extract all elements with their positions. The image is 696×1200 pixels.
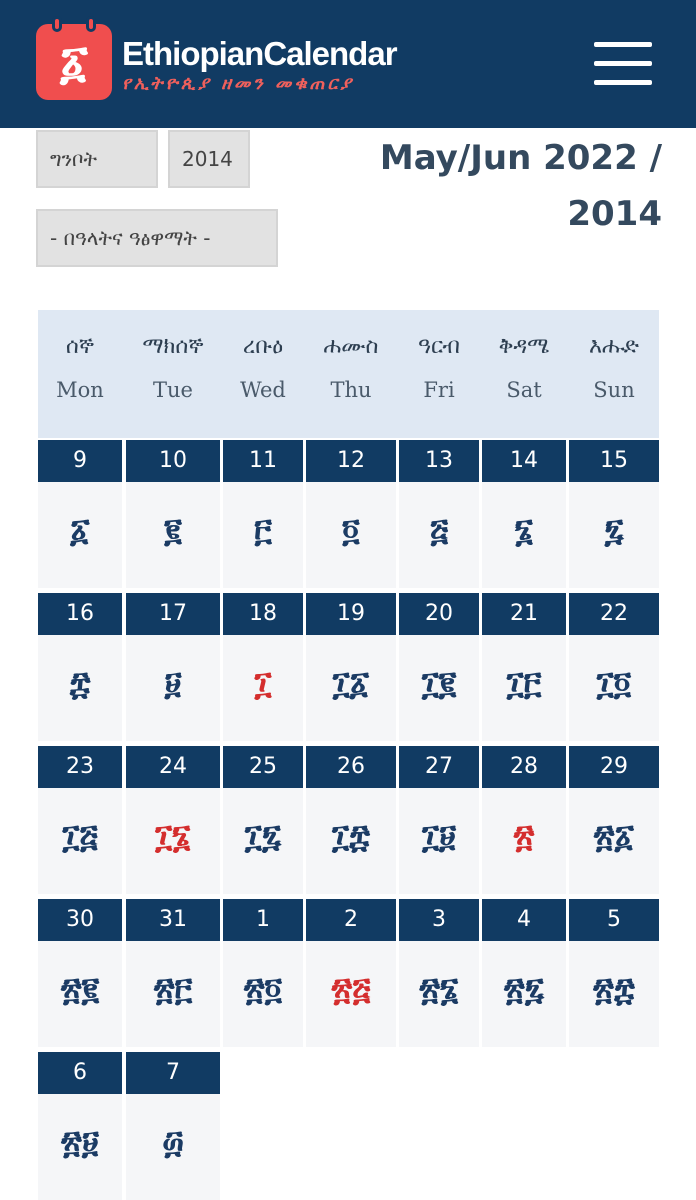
gregorian-day-number: 17 bbox=[126, 593, 220, 635]
day-cell[interactable] bbox=[306, 440, 396, 588]
gregorian-day-number: 28 bbox=[482, 746, 566, 788]
weekday-amharic-label: ሐሙስ bbox=[323, 334, 379, 359]
ethiopian-day-numeral: ፳፬ bbox=[243, 970, 283, 1008]
gregorian-day-number: 3 bbox=[399, 899, 479, 941]
weekday-sun bbox=[569, 332, 659, 406]
ethiopian-day-numeral: ፳፱ bbox=[61, 1123, 99, 1161]
weekday-english-label: Thu bbox=[330, 378, 372, 402]
ethiopian-day-numeral: ፱ bbox=[164, 664, 182, 702]
ethiopian-day-numeral: ፳፩ bbox=[593, 817, 635, 855]
weekday-tue bbox=[126, 332, 220, 406]
gregorian-day-number: 1 bbox=[223, 899, 303, 941]
day-cell[interactable] bbox=[126, 746, 220, 894]
ethiopian-day-numeral: ፲፬ bbox=[596, 664, 632, 702]
day-cell[interactable] bbox=[223, 593, 303, 741]
weekday-english-label: Sun bbox=[593, 378, 635, 402]
weekday-english-label: Wed bbox=[240, 378, 286, 402]
weekday-english-label: Mon bbox=[56, 378, 104, 402]
weekday-amharic-label: ማክሰኞ bbox=[142, 334, 204, 359]
day-cell[interactable] bbox=[482, 440, 566, 588]
ethiopian-day-numeral: ፳፯ bbox=[503, 970, 545, 1008]
gregorian-day-number: 7 bbox=[126, 1052, 220, 1094]
day-cell[interactable] bbox=[38, 899, 122, 1047]
calendar-logo-icon[interactable] bbox=[36, 24, 112, 100]
month-select[interactable]: ግንቦት bbox=[36, 130, 158, 188]
gregorian-day-number: 4 bbox=[482, 899, 566, 941]
day-cell[interactable] bbox=[306, 746, 396, 894]
logo-ring-right bbox=[86, 16, 96, 32]
logo-ring-left bbox=[52, 16, 62, 32]
day-cell[interactable] bbox=[126, 899, 220, 1047]
gregorian-day-number: 21 bbox=[482, 593, 566, 635]
gregorian-day-number: 29 bbox=[569, 746, 659, 788]
gregorian-day-number: 12 bbox=[306, 440, 396, 482]
weekday-amharic-label: እሑድ bbox=[588, 334, 640, 359]
weekday-amharic-label: ቅዳሜ bbox=[498, 334, 550, 359]
day-cell[interactable] bbox=[399, 440, 479, 588]
day-cell[interactable] bbox=[569, 593, 659, 741]
gregorian-day-number: 15 bbox=[569, 440, 659, 482]
ethiopian-day-numeral: ፭ bbox=[429, 511, 449, 549]
brand-subtitle: የኢትዮጲያ ዘመን መቁጠርያ bbox=[122, 73, 355, 94]
day-cell[interactable] bbox=[223, 899, 303, 1047]
menu-bar bbox=[594, 61, 652, 66]
weekday-sat bbox=[482, 332, 566, 406]
gregorian-day-number: 31 bbox=[126, 899, 220, 941]
ethiopian-day-numeral: ፰ bbox=[69, 664, 91, 702]
holiday-ethiopian-day-numeral: ፳ bbox=[513, 817, 535, 855]
gregorian-day-number: 6 bbox=[38, 1052, 122, 1094]
gregorian-day-number: 20 bbox=[399, 593, 479, 635]
day-cell[interactable] bbox=[482, 899, 566, 1047]
holiday-ethiopian-day-numeral: ፲ bbox=[254, 664, 272, 702]
weekday-amharic-label: ሰኞ bbox=[65, 334, 95, 359]
weekday-amharic-label: ረቡዕ bbox=[242, 334, 284, 359]
day-cell[interactable] bbox=[126, 440, 220, 588]
ethiopian-day-numeral: ፳፪ bbox=[60, 970, 100, 1008]
day-cell[interactable] bbox=[399, 899, 479, 1047]
gregorian-day-number: 2 bbox=[306, 899, 396, 941]
ethiopian-day-numeral: ፳፮ bbox=[419, 970, 459, 1008]
day-cell[interactable] bbox=[38, 1052, 122, 1200]
day-cell[interactable] bbox=[306, 593, 396, 741]
weekday-mon bbox=[38, 332, 122, 406]
weekday-amharic-label: ዓርብ bbox=[418, 334, 460, 359]
weekday-fri bbox=[399, 332, 479, 406]
ethiopian-day-numeral: ፬ bbox=[342, 511, 360, 549]
ethiopian-day-numeral: ፴ bbox=[162, 1123, 184, 1161]
day-cell[interactable] bbox=[569, 899, 659, 1047]
gregorian-day-number: 25 bbox=[223, 746, 303, 788]
day-cell[interactable] bbox=[399, 746, 479, 894]
ethiopian-day-numeral: ፲፯ bbox=[244, 817, 282, 855]
day-cell[interactable] bbox=[569, 746, 659, 894]
ethiopian-day-numeral: ፫ bbox=[254, 511, 272, 549]
gregorian-day-number: 27 bbox=[399, 746, 479, 788]
day-cell[interactable] bbox=[223, 746, 303, 894]
ethiopian-day-numeral: ፮ bbox=[514, 511, 534, 549]
year-select[interactable]: 2014 bbox=[168, 130, 250, 188]
day-cell[interactable] bbox=[38, 440, 122, 588]
holidays-select[interactable]: - በዓላትና ዓፅዋማት - bbox=[36, 209, 278, 267]
holiday-ethiopian-day-numeral: ፳፭ bbox=[331, 970, 371, 1008]
day-cell[interactable] bbox=[569, 440, 659, 588]
gregorian-day-number: 14 bbox=[482, 440, 566, 482]
gregorian-day-number: 24 bbox=[126, 746, 220, 788]
ethiopian-day-numeral: ፪ bbox=[164, 511, 182, 549]
gregorian-day-number: 5 bbox=[569, 899, 659, 941]
ethiopian-day-numeral: ፲፩ bbox=[332, 664, 370, 702]
gregorian-day-number: 18 bbox=[223, 593, 303, 635]
ethiopian-day-numeral: ፲፱ bbox=[421, 817, 457, 855]
ethiopian-day-numeral: ፩ bbox=[70, 511, 90, 549]
day-cell[interactable] bbox=[126, 1052, 220, 1200]
logo-glyph: ፩ bbox=[59, 35, 89, 89]
gregorian-day-number: 23 bbox=[38, 746, 122, 788]
gregorian-day-number: 13 bbox=[399, 440, 479, 482]
ethiopian-day-numeral: ፯ bbox=[604, 511, 624, 549]
day-cell[interactable] bbox=[482, 746, 566, 894]
ethiopian-day-numeral: ፲፭ bbox=[62, 817, 98, 855]
gregorian-day-number: 30 bbox=[38, 899, 122, 941]
gregorian-day-number: 22 bbox=[569, 593, 659, 635]
holiday-ethiopian-day-numeral: ፲፮ bbox=[155, 817, 191, 855]
day-cell[interactable] bbox=[306, 899, 396, 1047]
gregorian-day-number: 16 bbox=[38, 593, 122, 635]
menu-bar bbox=[594, 42, 652, 47]
gregorian-day-number: 10 bbox=[126, 440, 220, 482]
gregorian-day-number: 19 bbox=[306, 593, 396, 635]
weekday-english-label: Sat bbox=[506, 378, 542, 402]
weekday-english-label: Fri bbox=[423, 378, 455, 402]
ethiopian-day-numeral: ፲፰ bbox=[332, 817, 370, 855]
day-cell[interactable] bbox=[482, 593, 566, 741]
day-cell[interactable] bbox=[38, 593, 122, 741]
gregorian-day-number: 9 bbox=[38, 440, 122, 482]
day-cell[interactable] bbox=[38, 746, 122, 894]
ethiopian-day-numeral: ፳፰ bbox=[593, 970, 635, 1008]
brand-name[interactable]: EthiopianCalendar bbox=[122, 35, 397, 72]
gregorian-day-number: 26 bbox=[306, 746, 396, 788]
page-title: May/Jun 2022 / 2014 bbox=[379, 138, 662, 234]
hamburger-menu-icon[interactable] bbox=[594, 40, 652, 88]
ethiopian-day-numeral: ፳፫ bbox=[153, 970, 193, 1008]
day-cell[interactable] bbox=[126, 593, 220, 741]
weekday-english-label: Tue bbox=[153, 378, 193, 402]
site-header bbox=[0, 0, 696, 128]
menu-bar bbox=[594, 80, 652, 85]
weekday-header bbox=[38, 310, 659, 438]
gregorian-day-number: 11 bbox=[223, 440, 303, 482]
ethiopian-day-numeral: ፲፪ bbox=[421, 664, 457, 702]
weekday-wed bbox=[223, 332, 303, 406]
weekday-thu bbox=[306, 332, 396, 406]
day-cell[interactable] bbox=[399, 593, 479, 741]
day-cell[interactable] bbox=[223, 440, 303, 588]
ethiopian-day-numeral: ፲፫ bbox=[506, 664, 542, 702]
